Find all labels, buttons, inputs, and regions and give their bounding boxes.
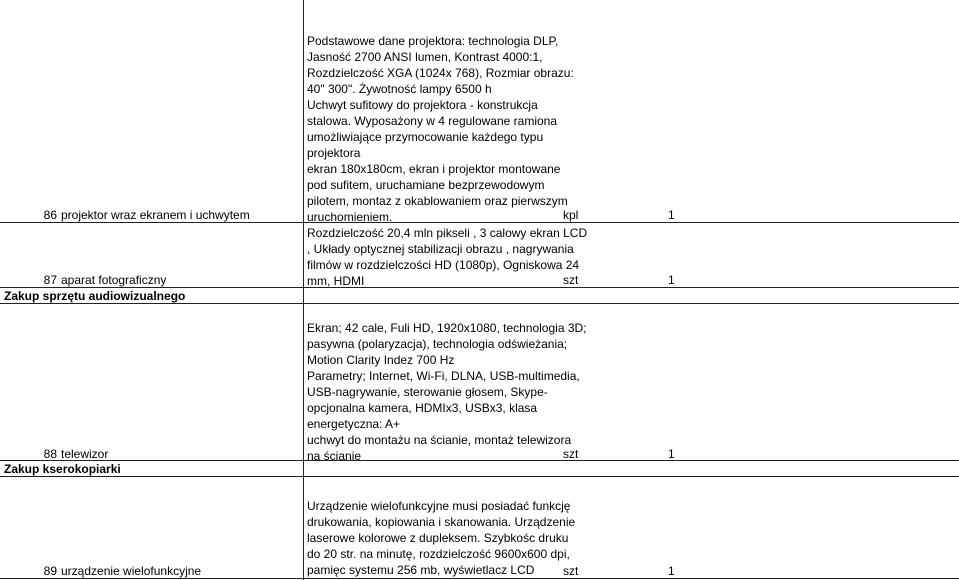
item-quantity: 1 [668,564,675,578]
item-name: telewizor [61,447,109,461]
row-number: 87 [43,273,57,287]
item-unit: szt [563,447,579,461]
item-name: urządzenie wielofunkcyjne [61,564,202,578]
section-heading: Zakup kserokopiarki [4,462,121,476]
item-name: aparat fotograficzny [61,273,167,287]
item-name: projektor wraz ekranem i uchwytem [61,208,250,222]
row-number: 88 [43,447,57,461]
item-unit: kpl [563,208,579,222]
item-description: Rozdzielczość 20,4 mln pikseli , 3 calowy ekran LCD , Układy optycznej stabilizacji obrazu , nagrywania filmów w rozdzielczości HD (1080p), Ogniskowa 24 mm, HDMI [307,226,588,288]
column-divider [303,0,304,580]
row-divider [0,476,959,477]
row-number: 89 [43,564,57,578]
item-quantity: 1 [668,447,675,461]
row-number: 86 [43,208,57,222]
item-unit: szt [563,564,579,578]
row-divider [0,578,959,579]
item-description: Ekran; 42 cale, Fuli HD, 1920x1080, technologia 3D; pasywna (polaryzacja), technologia odświeżania; Motion Clarity Indez 700 Hz Parametry; Internet, Wi-Fi, DLNA, USB-multimedia, USB-nagrywanie, sterowanie głosem, Skype- opcjonalna kamera, HDMIx3, USBx3, klasa energetyczna: A+ uchwyt do montażu na ścianie, montaż telewizora na ścianie [307,321,587,463]
section-heading: Zakup sprzętu audiowizualnego [4,289,186,303]
item-description: Urządzenie wielofunkcyjne musi posiadać funkcję drukowania, kopiowania i skanowania. Urządzenie laserowe kolorowe z dupleksem. Szybkośc druku do 20 str. na minutę, rozdzielczość 9600x600 dpi, pamięc systemu 256 mb, wyświetlacz LCD [307,499,576,577]
item-description: Podstawowe dane projektora: technologia DLP, Jasność 2700 ANSI lumen, Kontrast 4000:1, Rozdzielczość XGA (1024x 768), Rozmiar obrazu: 40" 300". Żywotność lampy 6500 h Uchwyt sufitowy do projektora - konstrukcja stalowa. Wyposażony w 4 regulowane ramiona umożliwiające przymocowanie każdego typu projektora ekran 180x180cm, ekran i projektor montowane pod sufitem, uruchamiane bezprzewodowym pilotem, montaz z okablowaniem oraz pierwszym uruchomieniem. [307,34,574,224]
item-quantity: 1 [668,273,675,287]
row-divider [0,303,959,304]
item-quantity: 1 [668,208,675,222]
item-unit: szt [563,273,579,287]
